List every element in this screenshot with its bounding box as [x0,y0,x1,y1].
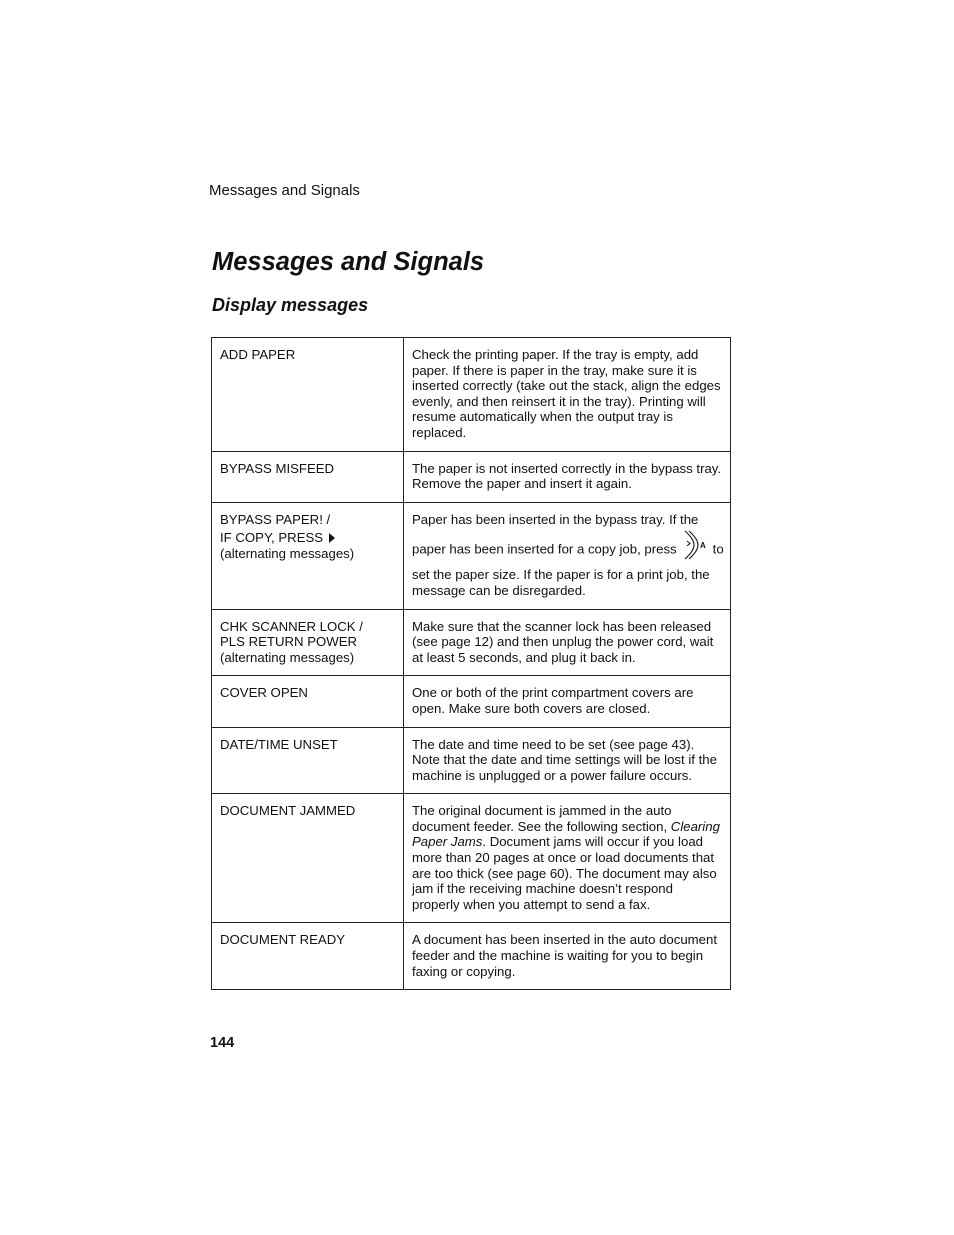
message-cell [212,502,404,609]
message-cell: ADD PAPER [212,338,404,452]
message-cell: COVER OPEN [212,676,404,727]
message-cell: BYPASS MISFEED [212,451,404,502]
description-cell [404,502,731,609]
description-text: The original document is jammed in the auto document feeder. See the following section, [412,803,672,834]
arrow-right-icon [329,533,335,543]
description-cell: Check the printing paper. If the tray is empty, add paper. If there is paper in the tray, make sure it is inserted correctly (take out the stack, align the edges evenly, and then reinsert it in the tray). Printing will resume automatically when the output tray is replaced. [404,338,731,452]
message-line [220,530,397,546]
table-row [212,338,731,452]
description-text: paper has been inserted for a copy job, press [412,541,677,557]
page-title: Messages and Signals [212,248,485,276]
key-letter: A [699,541,706,551]
message-line-text: IF COPY, PRESS [220,530,324,546]
description-cell: Make sure that the scanner lock has been released (see page 12) and then unplug the power cord, wait at least 5 seconds, and plug it back in. [404,609,731,676]
page-number: 144 [210,1035,235,1051]
message-note: (alternating messages) [220,545,355,561]
table-row [212,923,731,990]
description-text: to [712,541,724,557]
table-row [212,794,731,923]
description-cell: One or both of the print compartment covers are open. Make sure both covers are closed. [404,676,731,727]
table-row [212,609,731,676]
running-header: Messages and Signals [209,182,360,199]
message-line: CHK SCANNER LOCK / [220,618,363,634]
message-line: BYPASS PAPER! / [220,511,331,527]
cross-reference: Clearing Paper Jams [412,818,720,850]
display-messages-table [211,337,731,990]
table-row [212,727,731,794]
description-line: Paper has been inserted in the bypass tray. If the [412,511,699,527]
message-note: (alternating messages) [220,649,355,665]
message-line: PLS RETURN POWER [220,634,358,650]
table-row [212,502,731,609]
description-text: . Document jams will occur if you load more than 20 pages at once or load documents that are too thick (see page 60). The document may also jam if the receiving machine doesn’t respond properly when you attempt to send a fax. [412,834,717,912]
description-cell: The date and time need to be set (see page 43). Note that the date and time settings will be lost if the machine is unplugged or a power failure occurs. [404,727,731,794]
description-line: set the paper size. If the paper is for a print job, the message can be disregarded. [412,567,710,598]
table-row [212,451,731,502]
message-cell [212,609,404,676]
description-cell [404,794,731,923]
message-cell: DOCUMENT JAMMED [212,794,404,923]
message-cell: DOCUMENT READY [212,923,404,990]
message-cell: DATE/TIME UNSET [212,727,404,794]
table-row [212,676,731,727]
description-cell: The paper is not inserted correctly in the bypass tray. Remove the paper and insert it again. [404,451,731,502]
description-cell: A document has been inserted in the auto document feeder and the machine is waiting for you to begin faxing or copying. [404,923,731,990]
description-line [412,539,724,561]
copy-key-icon [681,529,709,561]
section-title: Display messages [212,295,369,315]
